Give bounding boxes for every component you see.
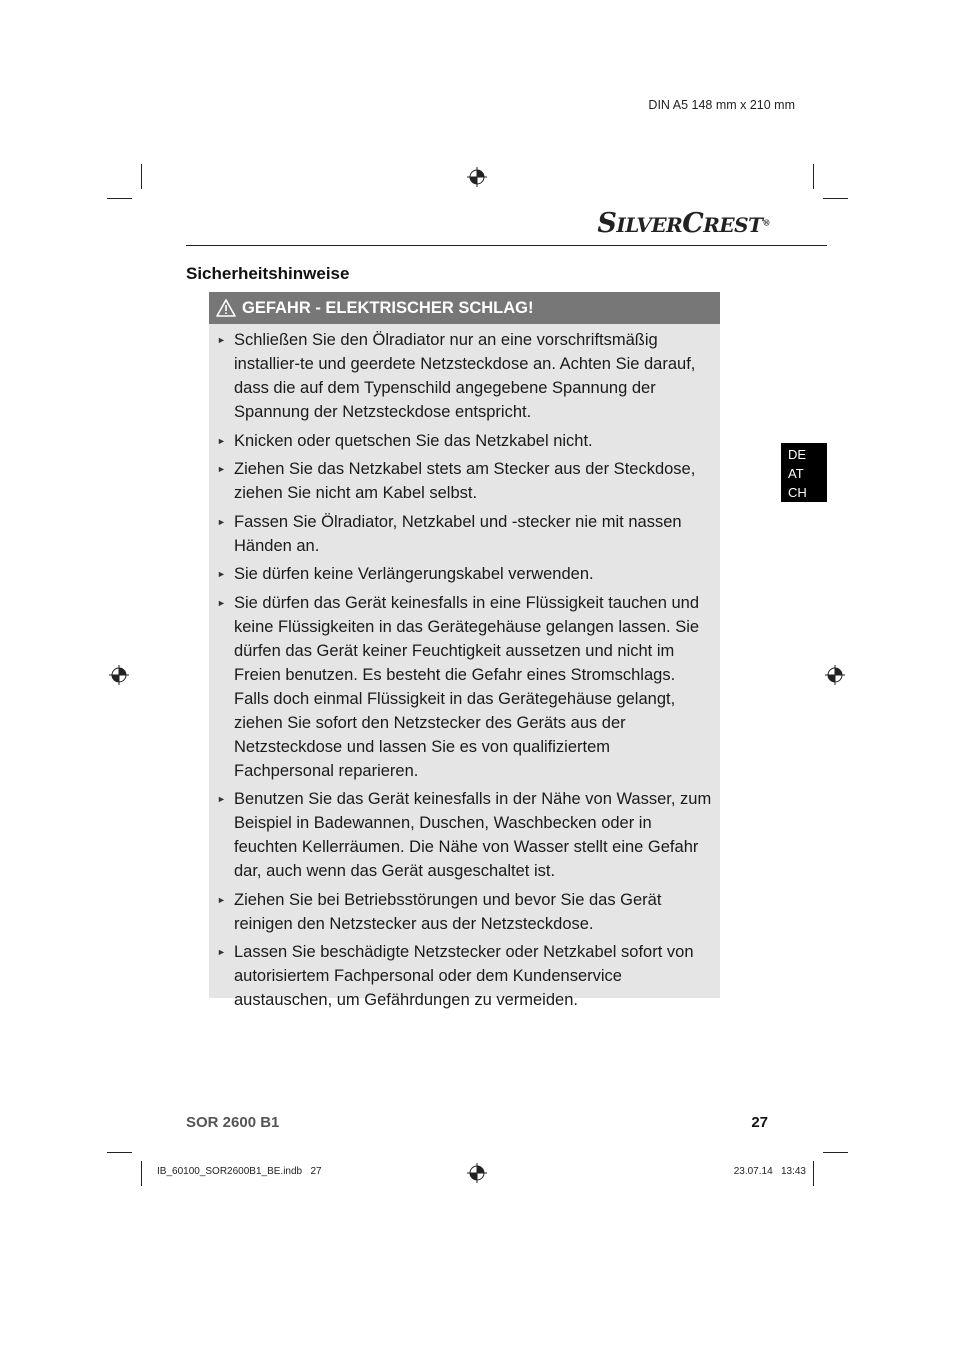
crop-mark (141, 1161, 142, 1186)
bullet-arrow-icon: ► (217, 947, 226, 957)
bullet-arrow-icon: ► (217, 335, 226, 345)
list-item (209, 940, 720, 1012)
list-item (209, 457, 720, 505)
list-item-text: Ziehen Sie das Netzkabel stets am Stecker aus der Steckdose, ziehen Sie nicht am Kabel selbst. (234, 460, 696, 502)
warning-list (209, 328, 720, 1017)
page-number: 27 (751, 1114, 768, 1131)
list-item (209, 787, 720, 883)
language-code: CH (788, 485, 807, 500)
print-slug-date: 23.07.14 13:43 (733, 1166, 806, 1177)
warning-triangle-icon (216, 299, 236, 317)
list-item-text: Benutzen Sie das Gerät keinesfalls in der Nähe von Wasser, zum Beispiel in Badewannen, Duschen, Waschbecken oder in feuchten Kellerräumen. Die Nähe von Wasser stellt eine Gefahr dar, auch wenn das Gerät ausgeschaltet ist. (234, 790, 712, 880)
list-item-text: Fassen Sie Ölradiator, Netzkabel und -stecker nie mit nassen Händen an. (234, 512, 682, 555)
registration-mark-icon (467, 167, 487, 187)
bullet-arrow-icon: ► (217, 435, 226, 446)
bullet-arrow-icon: ► (217, 894, 226, 905)
bullet-arrow-icon: ► (217, 597, 226, 608)
list-item (209, 591, 720, 783)
language-code: AT (788, 466, 804, 481)
list-item (209, 328, 720, 424)
brand-text: REST (703, 213, 763, 237)
warning-header (209, 292, 720, 324)
section-title: Sicherheitshinweise (186, 264, 350, 283)
bullet-arrow-icon: ► (217, 569, 226, 579)
brand-initial: S (597, 208, 617, 239)
print-format-label: DIN A5 148 mm x 210 mm (648, 98, 795, 112)
brand-text: ILVER (616, 213, 683, 237)
list-item (209, 562, 720, 586)
brand-initial: C (682, 208, 704, 239)
bullet-arrow-icon: ► (217, 516, 226, 527)
registration-mark-icon (109, 665, 129, 685)
crop-mark (823, 198, 848, 199)
list-item-text: Ziehen Sie bei Betriebsstörungen und bevor Sie das Gerät reinigen den Netzstecker aus der Netzsteckdose. (234, 890, 662, 933)
list-item-text: Lassen Sie beschädigte Netzstecker oder Netzkabel sofort von autorisiertem Fachpersonal oder dem Kundenservice austauschen, um Gefährdungen zu vermeiden. (234, 943, 694, 1009)
list-item-text: Schließen Sie den Ölradiator nur an eine vorschriftsmäßig installier-te und geerdete Netzsteckdose an. Achten Sie darauf, dass die auf dem Typenschild angegebene Spannung der Spannung der Netzsteckdose entspricht. (234, 331, 696, 421)
model-number: SOR 2600 B1 (186, 1114, 280, 1131)
crop-mark (141, 164, 142, 189)
bullet-arrow-icon: ► (217, 464, 226, 474)
crop-mark (823, 1152, 848, 1153)
list-item-text: Sie dürfen das Gerät keinesfalls in eine Flüssigkeit tauchen und keine Flüssigkeiten in das Gerätegehäuse gelangen lassen. Sie dürfen das Gerät keiner Feuchtigkeit aussetzen und nicht im Freien benutzen. Es besteht die Gefahr eines Stromschlags. Falls doch einmal Flüssigkeit in das Gerätegehäuse gelangt, ziehen Sie sofort den Netzstecker des Geräts aus der Netzsteckdose und lassen Sie es von qualifiziertem Fachpersonal reparieren. (234, 593, 700, 780)
registration-mark-icon (467, 1163, 487, 1183)
list-item (209, 510, 720, 558)
list-item (209, 429, 720, 453)
language-code: DE (788, 447, 807, 462)
print-slug-file: IB_60100_SOR2600B1_BE.indb 27 (157, 1166, 322, 1177)
bullet-arrow-icon: ► (217, 794, 226, 804)
crop-mark (813, 164, 814, 189)
warning-title: GEFAHR - ELEKTRISCHER SCHLAG! (242, 298, 534, 317)
list-item-text: Sie dürfen keine Verlängerungskabel verwenden. (234, 565, 594, 583)
crop-mark (107, 1152, 132, 1153)
list-item-text: Knicken oder quetschen Sie das Netzkabel nicht. (234, 431, 593, 450)
crop-mark (813, 1161, 814, 1186)
brand-logo (560, 208, 770, 239)
language-tab (781, 443, 827, 502)
crop-mark (107, 198, 132, 199)
header-rule (186, 245, 827, 246)
registration-mark-icon (825, 665, 845, 685)
list-item (209, 888, 720, 936)
registered-mark: ® (762, 217, 770, 228)
